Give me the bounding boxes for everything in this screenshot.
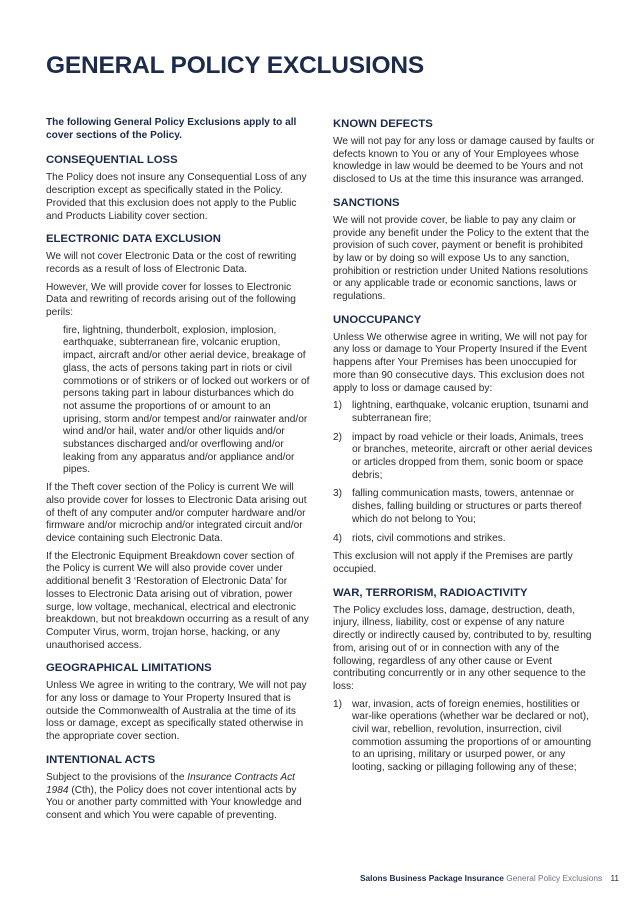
intentional-acts-pre: Subject to the provisions of the <box>46 771 188 783</box>
geographical-limitations-text: Unless We agree in writing to the contrary, We will not pay for any loss or damage to Your Property Insured that is outside the Commonwealth of Australia at the time of its loss or damage, except as specifically stated otherwise in the appropriate cover section. <box>46 680 307 743</box>
electronic-data-p4: If the Electronic Equipment Breakdown cover section of the Policy is current We will also provide cover under additional benefit 3 ‘Restoration of Electronic Data’ for losses to Electronic Data arising out of vibration, power surge, low voltage, mechanical, electrical and electronic breakdown, but not breakdown occurring as a result of any Computer Virus, worm, trojan horse, hacking, or any unauthorised access. <box>46 550 309 651</box>
list-number: 1) <box>333 400 343 412</box>
war-terrorism-list <box>333 699 595 775</box>
list-text: war, invasion, acts of foreign enemies, hostilities or war-like operations (whether war be declared or not), civil war, rebellion, revolution, insurrection, civil commotion assuming the proportions of or amounting to an uprising, military or usurped power, or any looting, sacking or pillaging following any of these; <box>352 698 592 774</box>
list-number: 3) <box>333 488 343 500</box>
intentional-acts-post: (Cth), the Policy does not cover intentional acts by You or another party committed with Your knowledge and consent and which You were capable of preventing. <box>46 784 302 821</box>
list-number: 1) <box>333 698 343 710</box>
heading-intentional-acts: INTENTIONAL ACTS <box>46 753 156 766</box>
war-terrorism-intro: The Policy excludes loss, damage, destruction, death, injury, illness, liability, cost or expense of any nature directly or indirectly caused by, contributed to by, resulting from, arising out of or in connection with any of the following, regardless of any other cause or Event contributing concurrently or in any other sequence to the loss: <box>333 604 592 692</box>
footer-section: General Policy Exclusions <box>506 873 603 883</box>
consequential-loss-text: The Policy does not insure any Consequential Loss of any description except as specifically stated in the Policy. Provided that this exclusion does not apply to the Public and Products Liability cover section. <box>46 172 307 222</box>
list-text: riots, civil commotions and strikes. <box>352 532 506 544</box>
known-defects-text: We will not pay for any loss or damage caused by faults or defects known to You or any of Your Employees whose knowledge in law would be deemed to be Yours and not disclosed to Us at the time this insurance was arranged. <box>333 136 595 186</box>
electronic-data-p3: If the Theft cover section of the Policy is current We will also provide cover for losses to Electronic Data arising out of theft of any computer and/or computer hardware and/or firmware and/or microchip and/or integrated circuit and/or device containing such Electronic Data. <box>46 482 307 544</box>
unoccupancy-outro: This exclusion will not apply if the Premises are partly occupied. <box>333 551 573 575</box>
insurance-contracts-act: Insurance Contracts Act 1984 <box>46 771 295 796</box>
unoccupancy-intro: Unless We otherwise agree in writing, We will not pay for any loss or damage to Your Property Insured if the Event happens after Your Premises has been unoccupied for more than 90 consecutive days. This exclusion does not apply to loss or damage caused by: <box>333 331 588 394</box>
electronic-data-perils: fire, lightning, thunderbolt, explosion, implosion, earthquake, subterranean fire, volcanic eruption, impact, aircraft and/or other aerial device, breakage of glass, the acts of persons taking part in riots or civil commotions or of strikers or of locked out workers or of persons taking part in labour disturbances which do not assume the proportions of or amount to an uprising, storm and/or tempest and/or rainwater and/or wind and/or hail, water and/or other liquids and/or substances discharged and/or overflowing and/or leaking from any apparatus and/or appliance and/or pipes. <box>63 324 310 476</box>
heading-consequential-loss: CONSEQUENTIAL LOSS <box>46 154 178 167</box>
sanctions-text: We will not provide cover, be liable to pay any claim or provide any benefit under the Policy to the extent that the provision of such cover, payment or benefit is prohibited by law or by doing so will expose Us to any sanction, prohibition or restriction under United Nations resolutions or any applicable trade or economic sanctions, laws or regulations. <box>333 214 590 303</box>
heading-unoccupancy: UNOCCUPANCY <box>333 313 422 326</box>
heading-geographical-limitations: GEOGRAPHICAL LIMITATIONS <box>46 662 212 675</box>
heading-known-defects: KNOWN DEFECTS <box>333 118 433 130</box>
unoccupancy-list <box>333 400 595 545</box>
list-item <box>333 699 595 775</box>
heading-electronic-data: ELECTRONIC DATA EXCLUSION <box>46 233 221 246</box>
list-item <box>333 533 595 546</box>
page-footer <box>360 873 620 883</box>
heading-sanctions: SANCTIONS <box>333 196 400 209</box>
list-number: 2) <box>333 431 343 443</box>
electronic-data-p1: We will not cover Electronic Data or the cost of rewriting records as a result of loss of Electronic Data. <box>46 251 297 275</box>
list-item <box>333 432 595 483</box>
heading-war-terrorism: WAR, TERRORISM, RADIOACTIVITY <box>333 586 528 599</box>
list-text: falling communication masts, towers, antennae or dishes, falling building or structures or parts thereof which do not belong to You; <box>352 488 582 525</box>
right-column <box>333 117 595 781</box>
list-item <box>333 400 595 425</box>
intro-text: The following General Policy Exclusions apply to all cover sections of the Policy. <box>46 117 297 141</box>
page-number: 11 <box>610 873 620 883</box>
list-text: lightning, earthquake, volcanic eruption, tsunami and subterranean fire; <box>352 400 589 424</box>
list-number: 4) <box>333 532 343 544</box>
list-item <box>333 488 595 526</box>
page-title: GENERAL POLICY EXCLUSIONS <box>46 52 424 79</box>
left-column <box>46 117 310 828</box>
footer-product: Salons Business Package Insurance <box>360 873 504 883</box>
electronic-data-p2: However, We will provide cover for losses to Electronic Data and rewriting of records arising out of the following perils: <box>46 281 296 319</box>
intentional-acts-text <box>46 772 310 823</box>
list-text: impact by road vehicle or their loads, Animals, trees or branches, meteorite, aircraft or other aerial devices or articles dropped from them, sonic boom or space debris; <box>352 431 593 481</box>
